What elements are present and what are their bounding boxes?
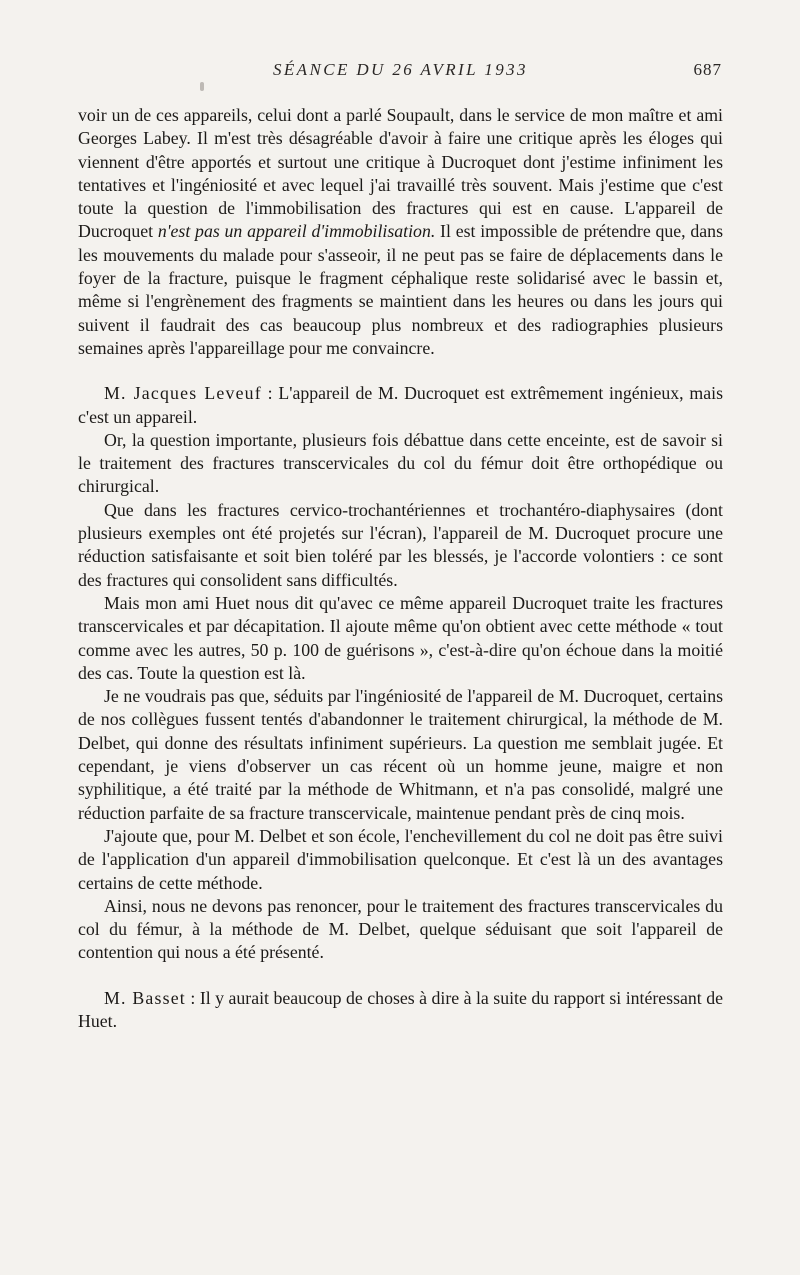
paragraph-basset-intro [78,987,723,1034]
paragraph [78,685,723,825]
section-gap [78,965,723,987]
paragraph-text: J'ajoute que, pour M. Delbet et son école, l'enchevillement du col ne doit pas être suivi de l'application d'un appareil d'immobilisation quelconque. Et c'est là un des avantages certains de cette méthode. [78,825,723,893]
paragraph-text: Or, la question importante, plusieurs fois débattue dans cette enceinte, est de savoir si le traitement des fractures transcervicales du col du fémur doit être orthopédique ou chirurgical. [78,429,723,497]
page-number: 687 [693,60,722,79]
paragraph-text: : L'appareil de M. Ducroquet est extrêmement ingénieux, mais c'est un appareil. [78,383,723,427]
paragraph-text: Je ne voudrais pas que, séduits par l'ingéniosité de l'appareil de M. Ducroquet, certains de nos collègues fussent tentés d'abandonner le traitement chirurgical, la méthode de M. Delbet, qui donne des résultats infiniment supérieurs. La question me semblait jugée. Et cependant, je viens d'observer un cas récent où un homme jeune, maigre et non syphilitique, a été traité par la méthode de Whitmann, et n'a pas consolidé, malgré une réduction parfaite de sa fracture transcervicale, maintenue pendant près de cinq mois. [78,686,723,823]
speaker-name: M. Basset [104,987,186,1008]
body-text [78,104,723,1033]
paragraph [78,499,723,592]
paragraph-text: Que dans les fractures cervico-trochantériennes et trochantéro-diaphysaires (dont plusieurs exemples ont été projetés sur l'écran), l'appareil de M. Ducroquet procure une réduction satisfaisante et soit bien toléré par les blessés, je l'accorde volontiers : ce sont des fractures qui consolident sans difficultés. [78,499,723,590]
paragraph [78,429,723,499]
speaker-name: M. Jacques Leveuf [104,383,262,404]
paragraph [78,825,723,895]
paragraph [78,895,723,965]
running-head [0,60,800,86]
paragraph-text: : Il y aurait beaucoup de choses à dire à la suite du rapport si intéressant de Huet. [78,987,723,1031]
paragraph-text: voir un de ces appareils, celui dont a parlé Soupault, dans le service de mon maître et ami Georges Labey. Il m'est très désagréable d'avoir à faire une critique après les éloges qui viennent d'être apportés et surtout une critique à Ducroquet dont j'estime infiniment les tentatives et l'ingéniosité et avec lequel j'ai travaillé très souvent. Mais j'estime que c'est toute la question de l'immobilisation des fractures qui est en cause. L'appareil de Ducroquet [78,105,723,242]
running-title: SÉANCE DU 26 AVRIL 1933 [273,60,528,79]
paragraph-continued [78,104,723,360]
paragraph-leveuf-intro [78,382,723,429]
paragraph-text: Mais mon ami Huet nous dit qu'avec ce même appareil Ducroquet traite les fractures transcervicales et par décapitation. Il ajoute même qu'on obtient avec cette méthode « tout comme avec les autres, 50 p. 100 de guérisons », c'est-à-dire qu'on échoue dans la moitié des cas. Toute la question est là. [78,592,723,683]
emphasis-text: n'est pas un appareil d'immobilisation. [157,221,436,242]
paragraph-text: Il est impossible de prétendre que, dans les mouvements du malade pour s'asseoir, il ne peut pas se faire de déplacements dans le foyer de la fracture, puisque le fragment céphalique reste solidarisé avec le bassin et, même si l'engrènement des fragments se maintient dans les heures ou dans les jours qui suivent il faudrait des cas beaucoup plus nombreux et des radiographies plusieurs semaines après l'appareillage pour me convaincre. [78,221,723,358]
print-speck [200,82,204,91]
section-gap [78,360,723,382]
paragraph-text: Ainsi, nous ne devons pas renoncer, pour le traitement des fractures transcervicales du col du fémur, à la méthode de M. Delbet, quelque séduisant que soit l'appareil de contention qui nous a été présenté. [78,895,723,963]
paragraph [78,592,723,685]
